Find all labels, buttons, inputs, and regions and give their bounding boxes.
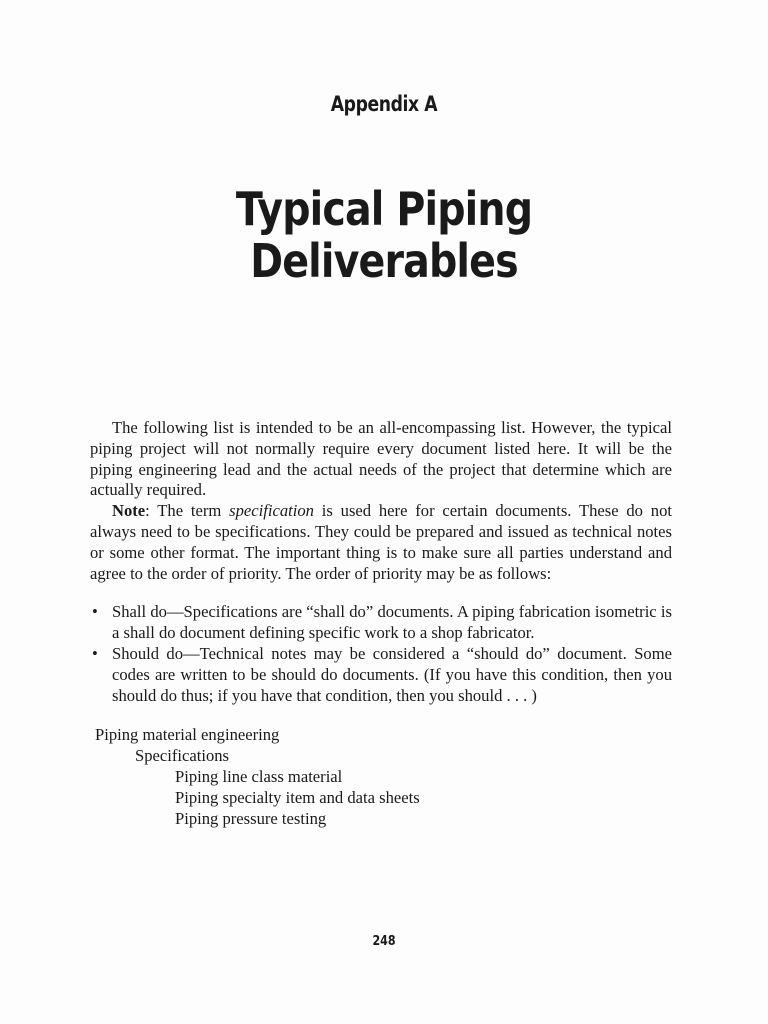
note-label: Note: [112, 501, 146, 521]
outline-heading: Piping material engineering: [95, 725, 280, 745]
note-text-pre: : The term: [145, 501, 230, 521]
list-item-text: Should do—Technical notes may be considered a “should do” document. Some codes are written to be should do documents. (If you have this condition, then you should do thus; if you have that condition, then you should . . . ): [112, 643, 672, 705]
title-line-1: Typical Piping: [235, 182, 533, 236]
page-number: 248: [372, 934, 396, 949]
page-title: [0, 183, 768, 287]
outline-subheading: Specifications: [135, 746, 230, 766]
appendix-label: Appendix A: [330, 92, 438, 116]
list-item-text: Shall do—Specifications are “shall do” documents. A piping fabrication isometric is a shall do document defining specific work to a shop fabricator.: [112, 602, 672, 643]
title-line-2: Deliverables: [250, 234, 518, 288]
body-text: [90, 418, 672, 829]
note-term: specification: [229, 501, 314, 521]
outline-item: Piping pressure testing: [175, 808, 327, 828]
list-item: [90, 602, 672, 644]
bullet-icon: •: [92, 602, 98, 622]
note-text-post: is used here for certain documents. These do not always need to be specifications. They could be prepared and issued as technical notes or some other format. The important thing is to make sure all parties understand and agree to the order of priority. The order of priority may be as follows:: [90, 501, 672, 583]
outline-item: Piping line class material: [175, 766, 343, 786]
priority-list: [90, 602, 672, 706]
deliverables-outline: [90, 725, 672, 829]
bullet-icon: •: [92, 643, 98, 663]
note-paragraph: [90, 501, 672, 584]
outline-item: Piping specialty item and data sheets: [175, 787, 420, 807]
list-item: [90, 644, 672, 706]
intro-paragraph: The following list is intended to be an all-encompassing list. However, the typical piping project will not normally require every document listed here. It will be the piping engineering lead and the actual needs of the project that determine which are actually required.: [90, 418, 672, 500]
